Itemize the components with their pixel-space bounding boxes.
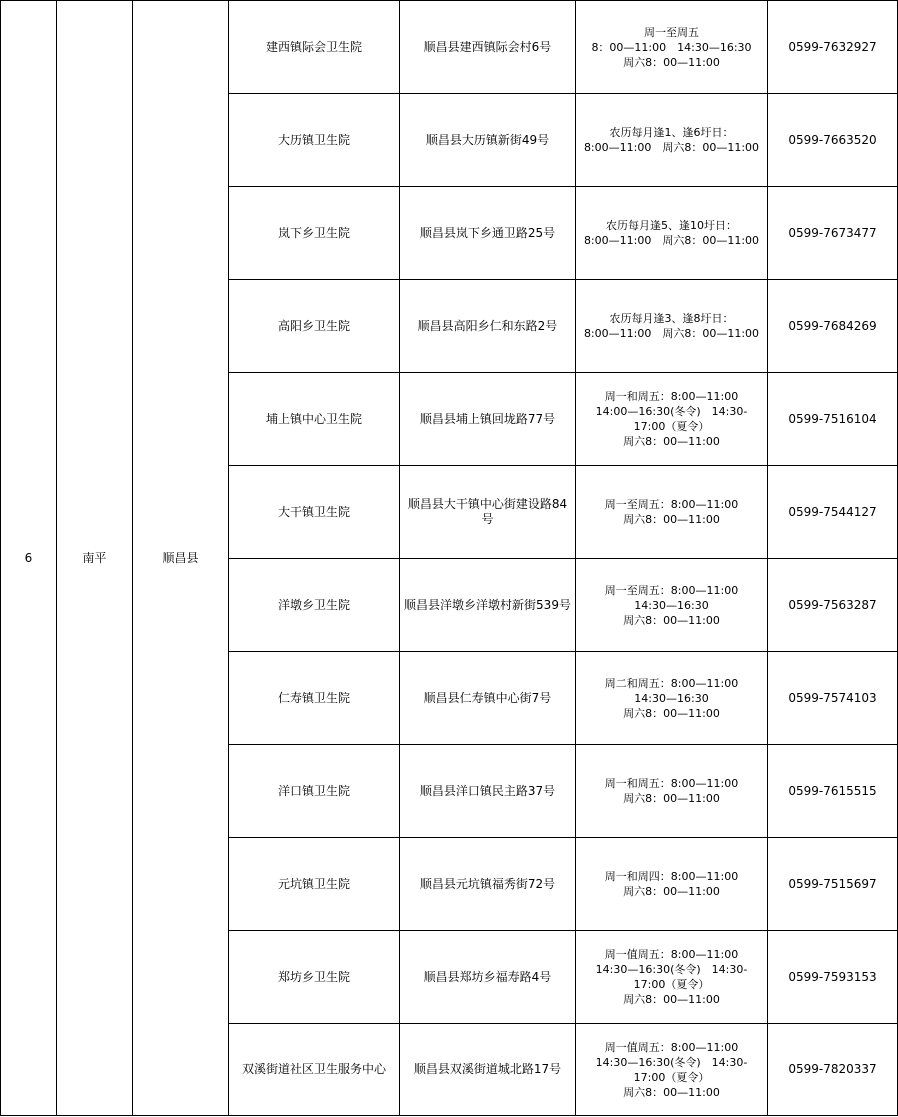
clinic-hours [576,652,768,745]
clinic-address: 顺昌县埔上镇回垅路77号 [400,373,576,466]
hours-line: 14:30—16:30 [634,598,709,612]
clinic-name: 仁寿镇卫生院 [229,652,400,745]
clinic-name: 洋墩乡卫生院 [229,559,400,652]
hours-line: 周六8：00—11:00 [623,513,720,526]
clinic-phone: 0599-7574103 [768,652,898,745]
clinic-hours [576,466,768,559]
hours-line: 17:00（夏令） [633,978,710,991]
hours-line: 周六8：00—11:00 [623,613,720,627]
hours-line: 周六8：00—11:00 [623,706,720,720]
hours-line: 8:00—11:00 周六8：00—11:00 [583,141,760,154]
hours-line: 周二和周五：8:00—11:00 [604,676,739,690]
hours-line: 8：00—11:00 14:30—16:30 [591,40,752,54]
city-cell: 南平 [57,1,133,1116]
clinic-table-body [1,1,898,1116]
county-cell: 顺昌县 [133,1,229,1116]
clinic-hours [576,94,768,187]
hours-line: 周一至周五：8:00—11:00 [604,583,739,597]
hours-line: 周一值周五：8:00—11:00 [604,1040,739,1054]
clinic-hours [576,280,768,373]
hours-line: 周六8：00—11:00 [623,993,720,1006]
clinic-phone: 0599-7820337 [768,1024,898,1116]
clinic-address: 顺昌县建西镇际会村6号 [400,1,576,94]
hours-line: 农历每月逢5、逢10圩日： [606,219,737,232]
table-row [1,1,898,94]
clinic-name: 郑坊乡卫生院 [229,931,400,1024]
clinic-phone: 0599-7516104 [768,373,898,466]
clinic-phone: 0599-7593153 [768,931,898,1024]
clinic-phone: 0599-7544127 [768,466,898,559]
clinic-hours [576,1,768,94]
hours-line: 14:30—16:30(冬令) 14:30- [595,963,748,976]
hours-line: 17:00（夏令） [633,1070,710,1084]
clinic-hours [576,745,768,838]
hours-line: 14:30—16:30(冬令) 14:30- [595,1055,748,1069]
hours-line: 周六8：00—11:00 [623,885,720,898]
clinic-phone: 0599-7673477 [768,187,898,280]
hours-line: 周六8：00—11:00 [623,792,720,805]
hours-line: 8:00—11:00 周六8：00—11:00 [583,234,760,247]
hours-line: 14:00—16:30(冬令) 14:30- [595,405,748,418]
clinic-hours [576,931,768,1024]
hours-line: 周一至周五：8:00—11:00 [604,498,739,511]
clinic-hours [576,838,768,931]
clinic-address: 顺昌县大干镇中心街建设路84号 [400,466,576,559]
hours-line: 周一和周五：8:00—11:00 [604,390,739,403]
clinic-phone: 0599-7563287 [768,559,898,652]
clinic-name: 高阳乡卫生院 [229,280,400,373]
clinic-name: 岚下乡卫生院 [229,187,400,280]
hours-line: 周六8：00—11:00 [623,435,720,448]
clinic-address: 顺昌县洋口镇民主路37号 [400,745,576,838]
clinic-address: 顺昌县双溪街道城北路17号 [400,1024,576,1116]
hours-line: 农历每月逢1、逢6圩日： [609,126,734,139]
clinic-name: 大历镇卫生院 [229,94,400,187]
hours-line: 周六8：00—11:00 [623,55,720,69]
clinic-name: 元坑镇卫生院 [229,838,400,931]
clinic-name: 埔上镇中心卫生院 [229,373,400,466]
clinic-address: 顺昌县大历镇新街49号 [400,94,576,187]
clinic-phone: 0599-7632927 [768,1,898,94]
hours-line: 周六8：00—11:00 [623,1085,720,1099]
clinic-address: 顺昌县仁寿镇中心街7号 [400,652,576,745]
clinic-name: 双溪街道社区卫生服务中心 [229,1024,400,1116]
clinic-name: 大干镇卫生院 [229,466,400,559]
clinic-phone: 0599-7515697 [768,838,898,931]
clinic-name: 建西镇际会卫生院 [229,1,400,94]
hours-line: 14:30—16:30 [634,691,709,705]
clinic-phone: 0599-7684269 [768,280,898,373]
clinic-phone: 0599-7615515 [768,745,898,838]
hours-line: 周一和周四：8:00—11:00 [604,870,739,883]
clinic-name: 洋口镇卫生院 [229,745,400,838]
clinic-hours [576,373,768,466]
clinic-hours [576,559,768,652]
hours-line: 周一值周五：8:00—11:00 [604,948,739,961]
clinic-address: 顺昌县岚下乡通卫路25号 [400,187,576,280]
hours-line: 周一和周五：8:00—11:00 [604,777,739,790]
clinic-address: 顺昌县郑坊乡福寿路4号 [400,931,576,1024]
clinic-address: 顺昌县高阳乡仁和东路2号 [400,280,576,373]
clinic-phone: 0599-7663520 [768,94,898,187]
clinic-address: 顺昌县元坑镇福秀街72号 [400,838,576,931]
clinic-hours [576,1024,768,1116]
index-cell: 6 [1,1,57,1116]
hours-line: 17:00（夏令） [633,420,710,433]
hours-line: 周一至周五 [644,25,699,39]
clinic-hours [576,187,768,280]
clinic-address: 顺昌县洋墩乡洋墩村新街539号 [400,559,576,652]
hours-line: 8:00—11:00 周六8：00—11:00 [583,327,760,340]
hours-line: 农历每月逢3、逢8圩日： [609,312,734,325]
